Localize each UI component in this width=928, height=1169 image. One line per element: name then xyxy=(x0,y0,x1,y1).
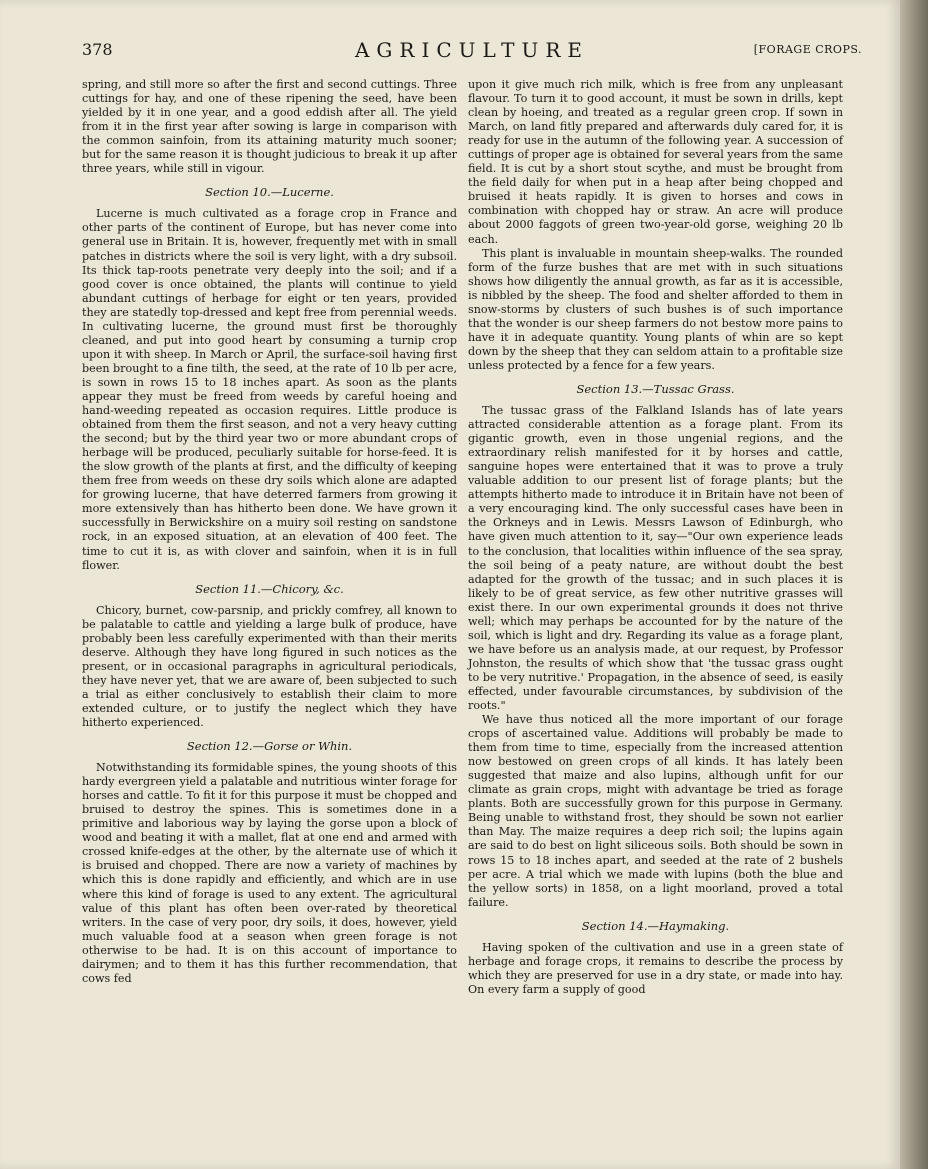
page-number: 378 xyxy=(82,40,113,59)
paragraph: We have thus noticed all the more important of our forage crops of ascertained value. Additions will probably be made to them from time to time, especially from the increased attention now bestowed on green crops of all kinds. It has lately been suggested that maize and also lupins, although unfit for our climate as grain crops, might with advantage be tried as forage plants. Both are successfully grown for this purpose in Germany. Being unable to withstand frost, they should be sown not earlier than May. The maize requires a deep rich soil; the lupins again are said to do best on light siliceous soils. Both should be sown in rows 15 to 18 inches apart, and seeded at the rate of 2 bushels per acre. A trial which we made with lupins (both the blue and the yellow sorts) in 1858, on a light moorland, proved a total failure. xyxy=(468,713,843,909)
paragraph: Lucerne is much cultivated as a forage crop in France and other parts of the continent of Europe, but has never come into general use in Britain. It is, however, frequently met with in small patches in districts where the soil is very light, with a dry subsoil. Its thick tap-roots penetrate very deeply into the soil; and if a good cover is once obtained, the plants will continue to yield abundant cuttings of herbage for eight or ten years, provided they are statedly top-dressed and kept free from perennial weeds. In cultivating lucerne, the ground must first be thoroughly cleaned, and put into good heart by consuming a turnip crop upon it with sheep. In March or April, the surface-soil having first been brought to a fine tilth, the seed, at the rate of 10 lb per acre, is sown in rows 15 to 18 inches apart. As soon as the plants appear they must be freed from weeds by careful hoeing and hand-weeding repeated as occasion requires. Little produce is obtained from them the first season, and not a very heavy cutting the second; but by the third year two or more abundant crops of herbage will be produced, peculiarly suitable for horse-feed. It is the slow growth of the plants at first, and the difficulty of keeping them free from weeds on these dry soils which alone are adapted for growing lucerne, that have deterred farmers from growing it more extensively than has hitherto been done. We have grown it successfully in Berwickshire on a muiry soil resting on sandstone rock, in an exposed situation, at an elevation of 400 feet. The time to cut it is, as with clover and sainfoin, when it is in full flower. xyxy=(82,207,457,572)
paragraph: spring, and still more so after the first and second cuttings. Three cuttings for hay, and one of these ripening the seed, have been yielded by it in one year, and a good eddish after all. The yield from it in the first year after sowing is large in comparison with the common sainfoin, from its attaining maturity much sooner; but for the same reason it is thought judicious to break it up after three years, while still in vigour. xyxy=(82,78,457,176)
running-title: AGRICULTURE xyxy=(354,38,590,62)
book-gutter xyxy=(900,0,928,1169)
paragraph: Having spoken of the cultivation and use in a green state of herbage and forage crops, it remains to describe the process by which they are preserved for use in a dry state, or made into hay. On every farm a supply of good xyxy=(468,940,843,996)
paragraph: upon it give much rich milk, which is free from any unpleasant flavour. To turn it to good account, it must be sown in drills, kept clean by hoeing, and treated as a regular green crop. If sown in March, on land fitly prepared and afterwards duly cared for, it is ready for use in the autumn of the following year. A succession of cuttings of proper age is obtained for several years from the same field. It is cut by a short stout scythe, and must be brought from the field daily for when put in a heap after being chopped and bruised it heats rapidly. It is given to horses and cows in combination with chopped hay or straw. An acre will produce about 2000 faggots of green two-year-old gorse, weighing 20 lb each. xyxy=(468,78,843,246)
right-column xyxy=(468,78,843,997)
section-heading: Section 11.—Chicory, &c. xyxy=(195,581,344,596)
section-heading: Section 13.—Tussac Grass. xyxy=(576,381,735,396)
left-column xyxy=(82,78,457,986)
paragraph: This plant is invaluable in mountain sheep-walks. The rounded form of the furze bushes that are met with in such situations shows how diligently the annual growth, as far as it is accessible, is nibbled by the sheep. The food and shelter afforded to them in snow-storms by clusters of such bushes is of such importance that the wonder is our sheep farmers do not bestow more pains to have it in adequate quantity. Young plants of whin are so kept down by the sheep that they can seldom attain to a profitable size unless protected by a fence for a few years. xyxy=(468,246,843,372)
paragraph: Notwithstanding its formidable spines, the young shoots of this hardy evergreen yield a palatable and nutritious winter forage for horses and cattle. To fit it for this purpose it must be chopped and bruised to destroy the spines. This is sometimes done in a primitive and laborious way by laying the gorse upon a block of wood and beating it with a mallet, flat at one end and armed with crossed knife-edges at the other, by the alternate use of which it is bruised and chopped. There are now a variety of machines by which this is done rapidly and efficiently, and which are in use where this kind of forage is used to any extent. The agricultural value of this plant has often been over-rated by theoretical writers. In the case of very poor, dry soils, it does, however, yield much valuable food at a season when green forage is not otherwise to be had. It is on this account of importance to dairymen; and to them it has this further recommendation, that cows fed xyxy=(82,761,457,985)
paragraph: The tussac grass of the Falkland Islands has of late years attracted considerable attention as a forage plant. From its gigantic growth, even in those ungenial regions, and the extraordinary relish manifested for it by horses and cattle, sanguine hopes were entertained that it was to prove a truly valuable addition to our present list of forage plants; but the attempts hitherto made to introduce it in Britain have not been of a very encouraging kind. The only successful cases have been in the Orkneys and in Lewis. Messrs Lawson of Edinburgh, who have given much attention to it, say—"Our own experience leads to the conclusion, that localities within influence of the sea spray, the soil being of a peaty nature, are without doubt the best adapted for the growth of the tussac; and in such places it is likely to be of great service, as few other nutritive grasses will exist there. In our own experimental grounds it does not thrive well; which may perhaps be accounted for by the nature of the soil, which is light and dry. Regarding its value as a forage plant, we have before us an analysis made, at our request, by Professor Johnston, the results of which show that 'the tussac grass ought to be very nutritive.' Propagation, in the absence of seed, is easily effected, under favourable circumstances, by subdivision of the roots." xyxy=(468,404,843,713)
section-heading: Section 14.—Haymaking. xyxy=(581,918,730,933)
section-heading: Section 12.—Gorse or Whin. xyxy=(186,739,353,754)
page-header xyxy=(82,40,862,64)
section-heading: Section 10.—Lucerne. xyxy=(205,185,334,200)
section-tag: [FORAGE CROPS. xyxy=(753,43,862,56)
paragraph: Chicory, burnet, cow-parsnip, and prickly comfrey, all known to be palatable to cattle and yielding a large bulk of produce, have probably been less carefully experimented with than their merits deserve. Although they have long figured in such notices as the present, or in occasional paragraphs in agricultural periodicals, they have never yet, that we are aware of, been subjected to such a trial as either conclusively to establish their claim to more extended culture, or to justify the neglect which they have hitherto experienced. xyxy=(82,603,457,730)
